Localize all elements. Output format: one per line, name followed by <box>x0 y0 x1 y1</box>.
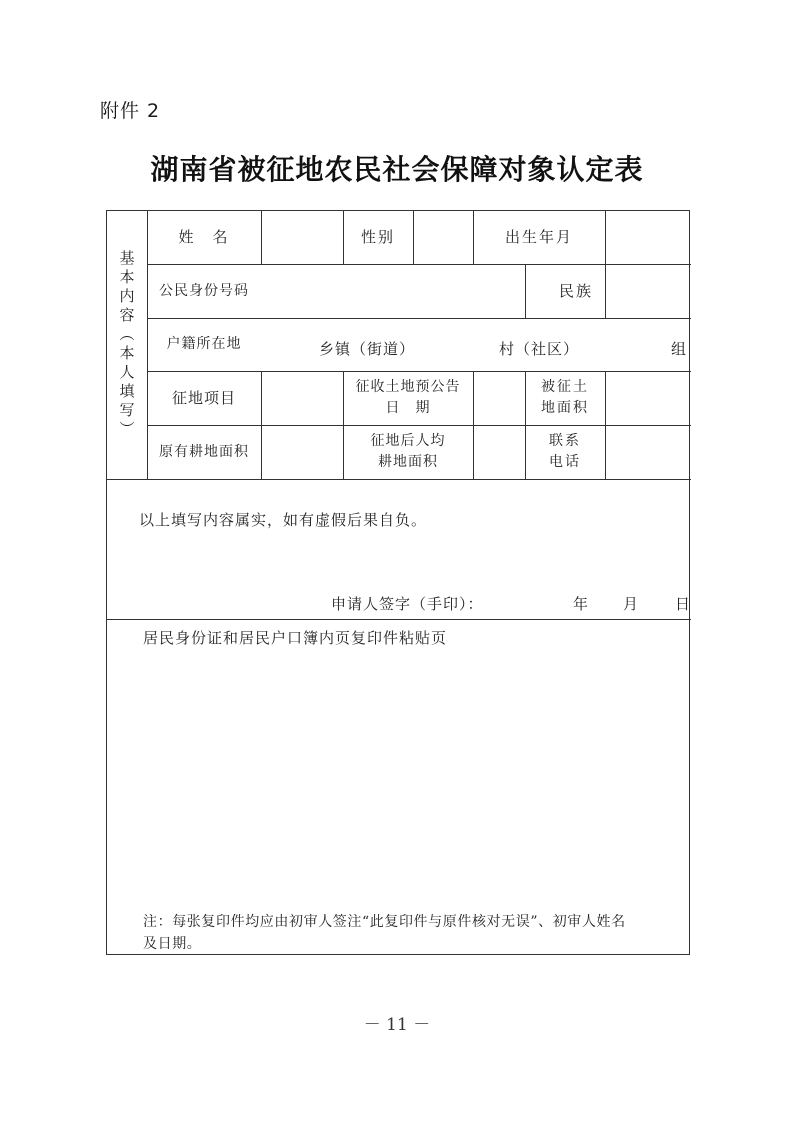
name-input-cell[interactable] <box>261 211 343 264</box>
gender-label: 性别 <box>360 228 395 246</box>
section-label <box>107 211 147 479</box>
ethnicity-label: 民族 <box>558 281 593 300</box>
ethnicity-input-cell[interactable] <box>605 264 691 318</box>
project-label: 征地项目 <box>171 388 236 407</box>
expropriated-area-label-line2: 地面积 <box>541 400 589 416</box>
village-label: 村（社区） <box>499 340 580 358</box>
gender-input-cell[interactable] <box>413 211 473 264</box>
phone-input-cell[interactable] <box>605 425 691 479</box>
id-number-input-cell[interactable] <box>261 264 525 318</box>
per-capita-input-cell[interactable] <box>473 425 525 479</box>
signature-label: 申请人签字（手印）： <box>331 595 484 613</box>
original-land-input-cell[interactable] <box>261 425 343 479</box>
project-input-cell[interactable] <box>261 371 343 425</box>
expropriated-area-label-line1: 被征土 <box>541 379 589 395</box>
section-label-text: 基本内容（本人填写） <box>117 250 136 440</box>
per-capita-label <box>343 425 473 479</box>
original-land-label: 原有耕地面积 <box>159 443 249 460</box>
attachment-section-title: 居民身份证和居民户口簿内页复印件粘贴页 <box>143 629 448 647</box>
signature-year: 年 <box>573 595 590 613</box>
section-divider <box>107 479 691 480</box>
attachment-label: 附件 2 <box>100 100 161 122</box>
birth-label: 出生年月 <box>504 228 573 246</box>
recognition-form <box>106 210 690 955</box>
section-divider <box>107 619 691 620</box>
notice-date-label-line2: 日 期 <box>385 400 431 416</box>
declaration-text: 以上填写内容属实，如有虚假后果自负。 <box>139 511 428 529</box>
per-capita-label-line2: 耕地面积 <box>378 454 438 470</box>
notice-date-input-cell[interactable] <box>473 371 525 425</box>
residence-label: 户籍所在地 <box>166 336 242 352</box>
note-line-1: 注：每张复印件均应由初审人签注“此复印件与原件核对无误”、初审人姓名 <box>143 914 626 930</box>
note-line-2: 及日期。 <box>143 936 202 952</box>
id-number-label: 公民身份号码 <box>159 282 249 299</box>
form-title: 湖南省被征地农民社会保障对象认定表 <box>150 153 644 186</box>
signature-day: 日 <box>675 595 692 613</box>
page-number: － 11 － <box>363 1015 431 1035</box>
group-label: 组 <box>671 340 688 358</box>
name-label: 姓 名 <box>178 228 230 246</box>
notice-date-label-line1: 征收土地预公告 <box>355 379 461 395</box>
expropriated-area-label <box>525 371 605 425</box>
phone-label <box>525 425 605 479</box>
expropriated-area-input-cell[interactable] <box>605 371 691 425</box>
per-capita-label-line1: 征地后人均 <box>370 433 446 449</box>
phone-label-line2: 电话 <box>549 454 581 470</box>
birth-input-cell[interactable] <box>605 211 691 264</box>
phone-label-line1: 联系 <box>549 433 581 449</box>
notice-date-label <box>343 371 473 425</box>
township-label: 乡镇（街道） <box>319 340 416 358</box>
signature-month: 月 <box>623 595 640 613</box>
